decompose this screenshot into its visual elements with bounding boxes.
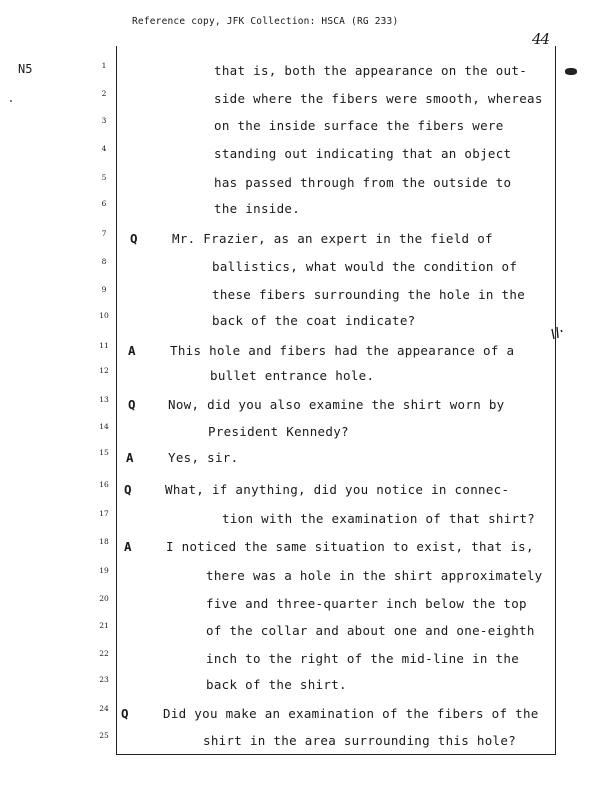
line-number: 24 xyxy=(99,704,109,713)
transcript-line: President Kennedy? xyxy=(208,424,349,439)
transcript-line: ballistics, what would the condition of xyxy=(212,259,518,274)
line-number: 11 xyxy=(99,341,109,350)
transcript-line: there was a hole in the shirt approximately xyxy=(206,568,543,583)
stray-pen-marks xyxy=(550,326,564,342)
speaker-marker: A xyxy=(126,450,134,465)
line-number: 4 xyxy=(101,144,107,153)
speaker-marker: Q xyxy=(124,482,132,497)
transcript-line: has passed through from the outside to xyxy=(214,175,512,190)
line-number: 14 xyxy=(99,422,109,431)
line-number: 22 xyxy=(99,649,109,658)
line-number: 15 xyxy=(99,448,109,457)
transcript-line: back of the coat indicate? xyxy=(212,313,416,328)
transcript-line: these fibers surrounding the hole in the xyxy=(212,287,526,302)
transcript-line: five and three-quarter inch below the top xyxy=(206,596,527,611)
transcript-line: shirt in the area surrounding this hole? xyxy=(203,733,517,748)
transcript-line: standing out indicating that an object xyxy=(214,146,512,161)
speaker-marker: A xyxy=(124,539,132,554)
line-number: 9 xyxy=(101,285,107,294)
transcript-line: tion with the examination of that shirt? xyxy=(222,511,536,526)
speaker-marker: Q xyxy=(121,706,129,721)
ink-blot xyxy=(565,68,577,75)
transcript-line: the inside. xyxy=(214,201,301,216)
line-number: 13 xyxy=(99,395,109,404)
transcript-line: inch to the right of the mid-line in the xyxy=(206,651,520,666)
line-number: 20 xyxy=(99,594,109,603)
transcript-line: on the inside surface the fibers were xyxy=(214,118,504,133)
line-number: 12 xyxy=(99,366,109,375)
line-number: 25 xyxy=(99,731,109,740)
transcript-line: that is, both the appearance on the out- xyxy=(214,63,528,78)
line-number: 18 xyxy=(99,537,109,546)
line-number: 6 xyxy=(101,199,107,208)
speaker-marker: A xyxy=(128,343,136,358)
margin-annotation: N5 xyxy=(18,62,33,76)
transcript-line: Did you make an examination of the fibers of the xyxy=(163,706,539,721)
transcript-line: side where the fibers were smooth, whereas xyxy=(214,91,543,106)
archive-reference-header: Reference copy, JFK Collection: HSCA (RG 233) xyxy=(132,16,399,27)
handwritten-page-number: 44 xyxy=(532,30,550,48)
line-number: 8 xyxy=(101,257,107,266)
line-number: 23 xyxy=(99,675,109,684)
line-number: 19 xyxy=(99,566,109,575)
transcript-line: back of the shirt. xyxy=(206,677,347,692)
transcript-line: bullet entrance hole. xyxy=(210,368,375,383)
line-number: 2 xyxy=(101,89,107,98)
transcript-line: Now, did you also examine the shirt worn by xyxy=(168,397,505,412)
line-number: 1 xyxy=(101,61,107,70)
line-number: 7 xyxy=(101,229,107,238)
transcript-line: Mr. Frazier, as an expert in the field of xyxy=(172,231,493,246)
speaker-marker: Q xyxy=(128,397,136,412)
speck xyxy=(10,100,12,102)
transcript-line: What, if anything, did you notice in connec- xyxy=(165,482,510,497)
transcript-line: This hole and fibers had the appearance of a xyxy=(170,343,515,358)
line-number: 3 xyxy=(101,116,107,125)
line-number: 21 xyxy=(99,621,109,630)
transcript-line: of the collar and about one and one-eighth xyxy=(206,623,535,638)
transcript-line: Yes, sir. xyxy=(168,450,239,465)
line-number: 17 xyxy=(99,509,109,518)
line-number: 5 xyxy=(101,173,107,182)
line-number: 16 xyxy=(99,480,109,489)
transcript-line: I noticed the same situation to exist, that is, xyxy=(166,539,534,554)
speaker-marker: Q xyxy=(130,231,138,246)
line-number: 10 xyxy=(99,311,109,320)
